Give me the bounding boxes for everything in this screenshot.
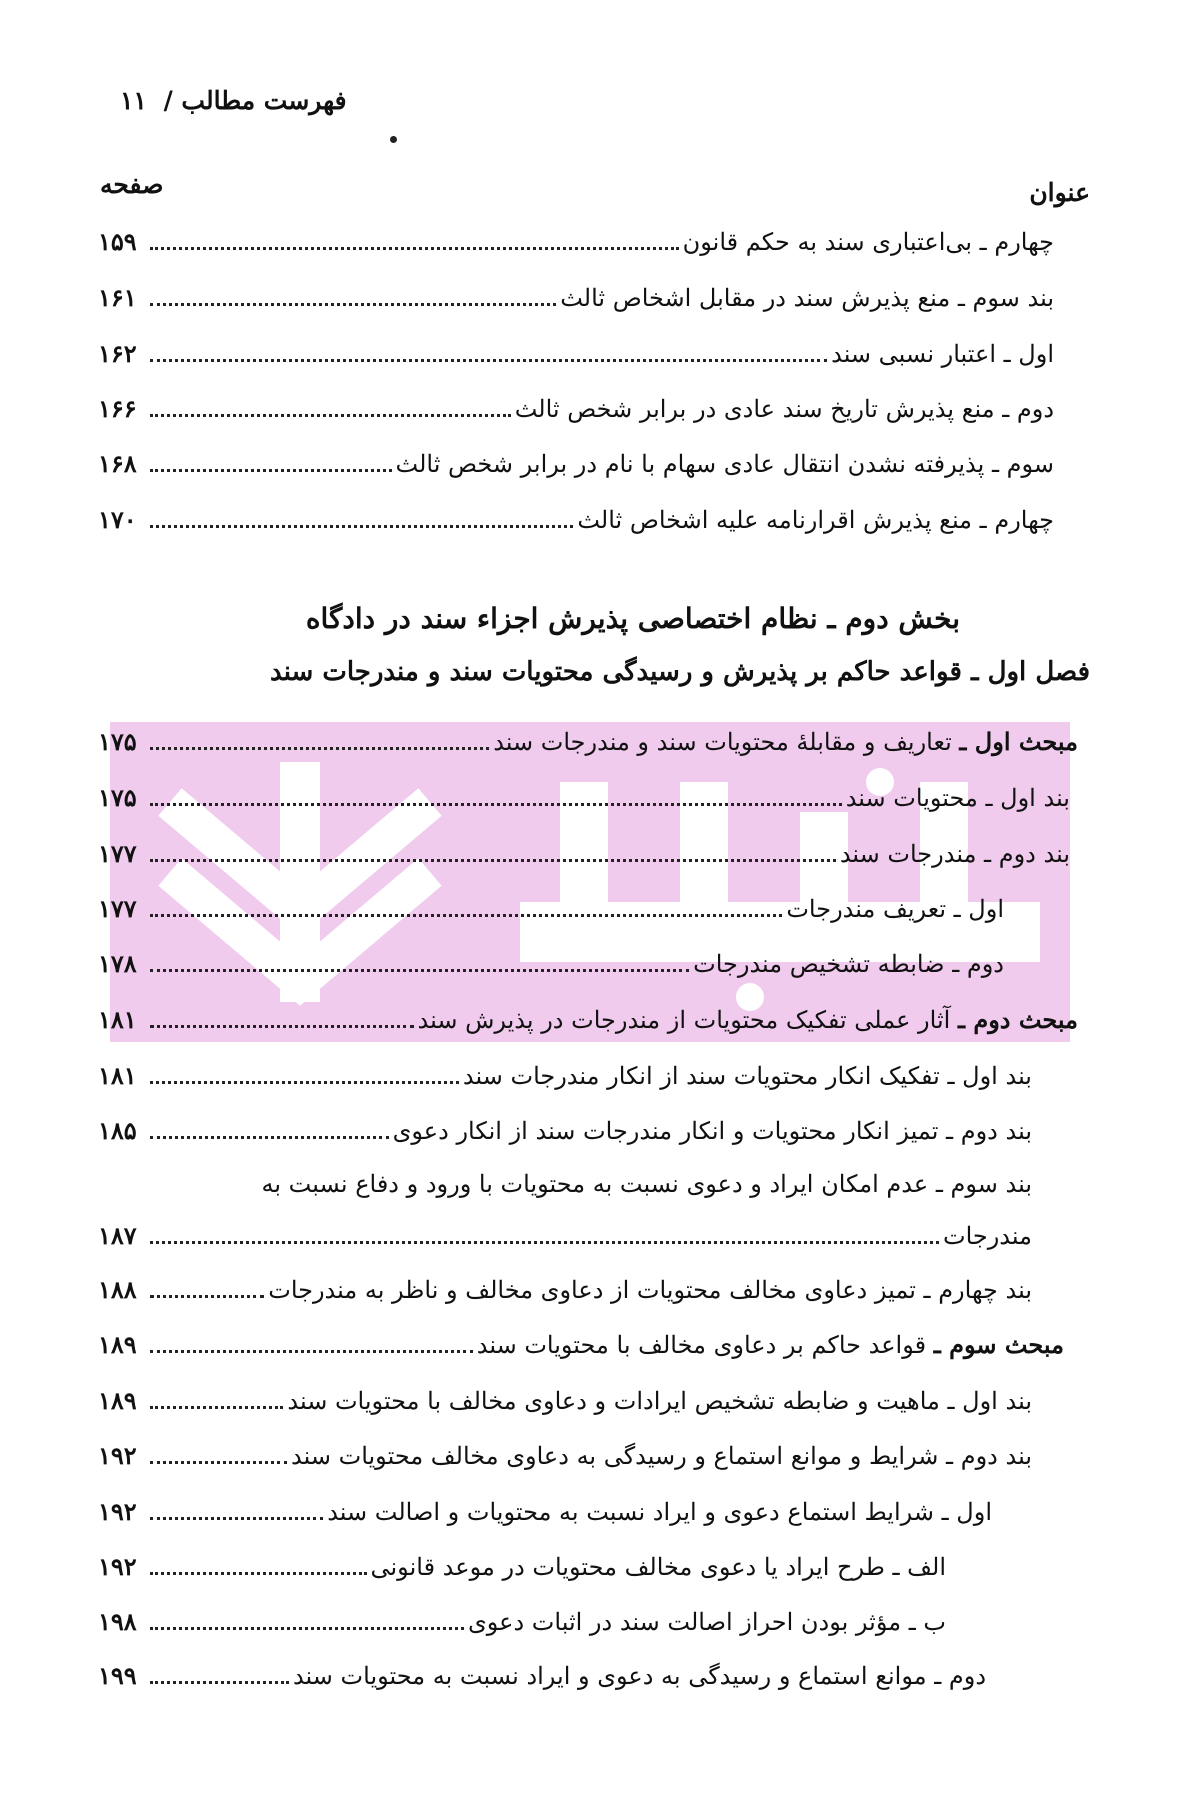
toc-entry-label: تعاریف و مقابلهٔ محتویات سند و مندرجات سند (493, 728, 952, 756)
toc-entry (98, 1381, 1032, 1421)
toc-entry-page: ۱۸۱ (98, 1061, 137, 1090)
dot-leader (150, 303, 556, 306)
dot-leader (150, 1572, 367, 1575)
dot-leader (150, 1461, 287, 1464)
dot-leader (150, 1627, 464, 1630)
toc-entry (98, 834, 1070, 874)
dot-leader (150, 1025, 414, 1028)
toc-entry-page: ۱۹۹ (98, 1661, 137, 1690)
dot-leader (150, 247, 679, 250)
toc-entry (98, 334, 1054, 374)
running-header-title: فهرست مطالب / (163, 86, 347, 115)
toc-entry (98, 1111, 1032, 1151)
dot-leader (150, 1350, 473, 1353)
toc-entry-label: الف ـ طرح ایراد یا دعوی مخالف محتویات در موعد قانونی (370, 1553, 946, 1581)
toc-entry-label: بند اول ـ ماهیت و ضابطه تشخیص ایرادات و دعاوی مخالف با محتویات سند (287, 1387, 1032, 1415)
toc-entry-page: ۱۶۲ (98, 339, 137, 368)
chapter-heading: فصل اول ـ قواعد حاکم بر پذیرش و رسیدگی محتویات سند و مندرجات سند (270, 657, 1090, 687)
dot-leader (150, 803, 842, 806)
toc-entry-page: ۱۶۱ (98, 283, 137, 312)
dot-leader (150, 914, 782, 917)
toc-entry-page: ۱۶۸ (98, 449, 137, 478)
dot-leader (150, 1517, 323, 1520)
toc-entry-page: ۱۷۷ (98, 839, 137, 868)
toc-entry (98, 1056, 1032, 1096)
dot-leader (150, 1241, 939, 1244)
toc-entry (98, 778, 1070, 818)
toc-entry-page: ۱۸۹ (98, 1386, 137, 1415)
section-prefix: مبحث دوم ـ (957, 1005, 1078, 1034)
toc-entry (98, 1602, 946, 1642)
toc-entry-label: بند سوم ـ منع پذیرش سند در مقابل اشخاص ثالث (560, 284, 1054, 312)
dot-leader (150, 1136, 389, 1139)
toc-entry (98, 1492, 992, 1532)
toc-entry-page: ۱۷۰ (98, 505, 137, 534)
toc-entry (98, 1270, 1032, 1310)
dot-leader (150, 1295, 264, 1298)
section-prefix: مبحث اول ـ (959, 727, 1078, 756)
toc-entry-label: بند چهارم ـ تمیز دعاوی مخالف محتویات از دعاوی مخالف و ناظر به مندرجات (268, 1276, 1032, 1304)
toc-entry-wrapped (98, 1216, 1032, 1256)
toc-entry-page: ۱۵۹ (98, 227, 137, 256)
toc-entry-label: چهارم ـ منع پذیرش اقرارنامه علیه اشخاص ثالث (577, 506, 1054, 534)
toc-entry-label: چهارم ـ بی‌اعتباری سند به حکم قانون (682, 228, 1054, 256)
section-prefix: مبحث سوم ـ (933, 1330, 1064, 1359)
toc-entry-page: ۱۷۵ (98, 783, 137, 812)
toc-entry-label: اول ـ تعریف مندرجات (786, 895, 1004, 923)
toc-entry-label: دوم ـ ضابطه تشخیص مندرجات (693, 950, 1004, 978)
toc-entry-section (98, 1325, 1064, 1365)
toc-entry-label: اول ـ اعتبار نسبی سند (831, 340, 1054, 368)
toc-entry-page: ۱۸۸ (98, 1275, 137, 1304)
toc-entry (98, 278, 1054, 318)
running-header (112, 86, 347, 115)
dot-leader (150, 414, 511, 417)
toc-entry-wrapped-line1: بند سوم ـ عدم امکان ایراد و دعوی نسبت به محتویات با ورود و دفاع نسبت به (261, 1170, 1032, 1198)
dot-leader (150, 1406, 283, 1409)
ink-dot (390, 136, 397, 143)
toc-entry-label: ب ـ مؤثر بودن احراز اصالت سند در اثبات دعوی (467, 1608, 946, 1636)
dot-leader (150, 1081, 459, 1084)
toc-entry-page: ۱۶۶ (98, 394, 137, 423)
toc-entry-page: ۱۸۱ (98, 1005, 137, 1034)
toc-entry-page: ۱۹۲ (98, 1552, 137, 1581)
toc-entry-section (98, 1000, 1078, 1040)
toc-entry-label: بند اول ـ محتویات سند (845, 784, 1070, 812)
toc-entry-label: دوم ـ موانع استماع و رسیدگی به دعوی و ایراد نسبت به محتویات سند (292, 1662, 986, 1690)
dot-leader (150, 359, 827, 362)
toc-entry-label: قواعد حاکم بر دعاوی مخالف با محتویات سند (476, 1331, 927, 1359)
toc-entry-label: آثار عملی تفکیک محتویات از مندرجات در پذیرش سند (417, 1006, 951, 1034)
toc-entry (98, 1656, 986, 1696)
toc-entry-label: بند دوم ـ شرایط و موانع استماع و رسیدگی به دعاوی مخالف محتویات سند (291, 1442, 1032, 1470)
toc-entry (98, 1436, 1032, 1476)
toc-entry-label: بند دوم ـ مندرجات سند (839, 840, 1070, 868)
toc-entry (98, 444, 1054, 484)
page-column-label: صفحه (100, 170, 164, 199)
toc-entry (98, 500, 1054, 540)
toc-entry-page: ۱۸۵ (98, 1116, 137, 1145)
dot-leader (150, 1681, 289, 1684)
toc-entry (98, 389, 1054, 429)
toc-entry-label: اول ـ شرایط استماع دعوی و ایراد نسبت به محتویات و اصالت سند (327, 1498, 992, 1526)
toc-entry-page: ۱۷۸ (98, 949, 137, 978)
toc-entry-label: مندرجات (942, 1222, 1032, 1250)
toc-entry-page: ۱۹۲ (98, 1441, 137, 1470)
toc-entry-page: ۱۸۹ (98, 1330, 137, 1359)
part-heading: بخش دوم ـ نظام اختصاصی پذیرش اجزاء سند در دادگاه (305, 602, 960, 635)
toc-entry-page: ۱۸۷ (98, 1221, 137, 1250)
toc-entry-label: بند دوم ـ تمیز انکار محتویات و انکار مندرجات سند از انکار دعوی (392, 1117, 1032, 1145)
dot-leader (150, 469, 392, 472)
dot-leader (150, 525, 573, 528)
toc-entry-page: ۱۹۸ (98, 1607, 137, 1636)
dot-leader (150, 859, 836, 862)
toc-entry-page: ۱۷۷ (98, 894, 137, 923)
toc-entry-page: ۱۷۵ (98, 727, 137, 756)
toc-entry-label: بند اول ـ تفکیک انکار محتویات سند از انکار مندرجات سند (462, 1062, 1032, 1090)
toc-entry-section (98, 722, 1078, 762)
running-header-page-number: ۱۱ (120, 86, 147, 115)
dot-leader (150, 747, 489, 750)
title-column-label: عنوان (1029, 178, 1090, 207)
watermark-logo (110, 722, 1070, 1042)
toc-entry (98, 944, 1004, 984)
toc-entry (98, 889, 1004, 929)
toc-entry-label: سوم ـ پذیرفته نشدن انتقال عادی سهام با نام در برابر شخص ثالث (395, 450, 1054, 478)
toc-entry-label: دوم ـ منع پذیرش تاریخ سند عادی در برابر شخص ثالث (514, 395, 1054, 423)
toc-entry (98, 1547, 946, 1587)
toc-entry (98, 222, 1054, 262)
dot-leader (150, 969, 689, 972)
toc-entry-page: ۱۹۲ (98, 1497, 137, 1526)
